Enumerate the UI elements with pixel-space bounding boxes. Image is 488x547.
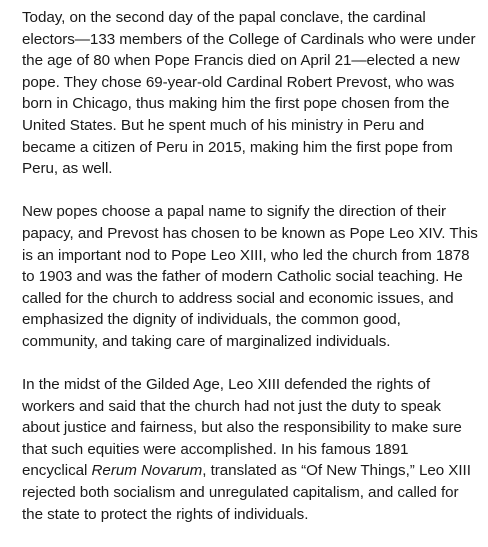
encyclical-title: Rerum Novarum	[91, 462, 203, 480]
text-line: the state to protect the rights of individuals.	[22, 505, 309, 523]
text-line: In the midst of the Gilded Age, Leo XIII defended the rights of	[22, 376, 431, 394]
text-line-encyclical	[22, 460, 482, 482]
text-line: born in Chicago, thus making him the first pope chosen from the	[22, 95, 450, 113]
text-line: United States. But he spent much of his ministry in Peru and	[22, 116, 425, 134]
text-fragment: , translated as “Of New Things,” Leo XIII	[202, 462, 471, 480]
text-line: New popes choose a papal name to signify the direction of their	[22, 203, 447, 221]
paragraph-conclave	[22, 7, 482, 180]
text-line: electors—133 members of the College of Cardinals who were under	[22, 30, 476, 48]
text-line: Peru, as well.	[22, 160, 113, 178]
text-line: pope. They chose 69-year-old Cardinal Robert Prevost, who was	[22, 73, 455, 91]
article-body	[22, 7, 482, 547]
text-line: to 1903 and was the father of modern Catholic social teaching. He	[22, 268, 463, 286]
text-line: is an important nod to Pope Leo XIII, who led the church from 1878	[22, 246, 470, 264]
paragraph-papal-name	[22, 201, 482, 352]
text-line: became a citizen of Peru in 2015, making him the first pope from	[22, 138, 453, 156]
text-line: community, and taking care of marginalized individuals.	[22, 332, 391, 350]
paragraph-leo-xiii	[22, 374, 482, 525]
text-line: about justice and fairness, but also the responsibility to make sure	[22, 419, 462, 437]
text-line: papacy, and Prevost has chosen to be known as Pope Leo XIV. This	[22, 224, 478, 242]
text-line: that such equities were accomplished. In his famous 1891	[22, 440, 409, 458]
text-fragment: encyclical	[22, 462, 92, 480]
text-line: the age of 80 when Pope Francis died on April 21—elected a new	[22, 52, 460, 70]
text-line: rejected both socialism and unregulated capitalism, and called for	[22, 484, 459, 502]
text-line: Today, on the second day of the papal conclave, the cardinal	[22, 9, 426, 26]
text-line: called for the church to address social and economic issues, and	[22, 289, 454, 307]
text-line: workers and said that the church had not just the duty to speak	[22, 397, 441, 415]
text-line: emphasized the dignity of individuals, the common good,	[22, 311, 401, 329]
